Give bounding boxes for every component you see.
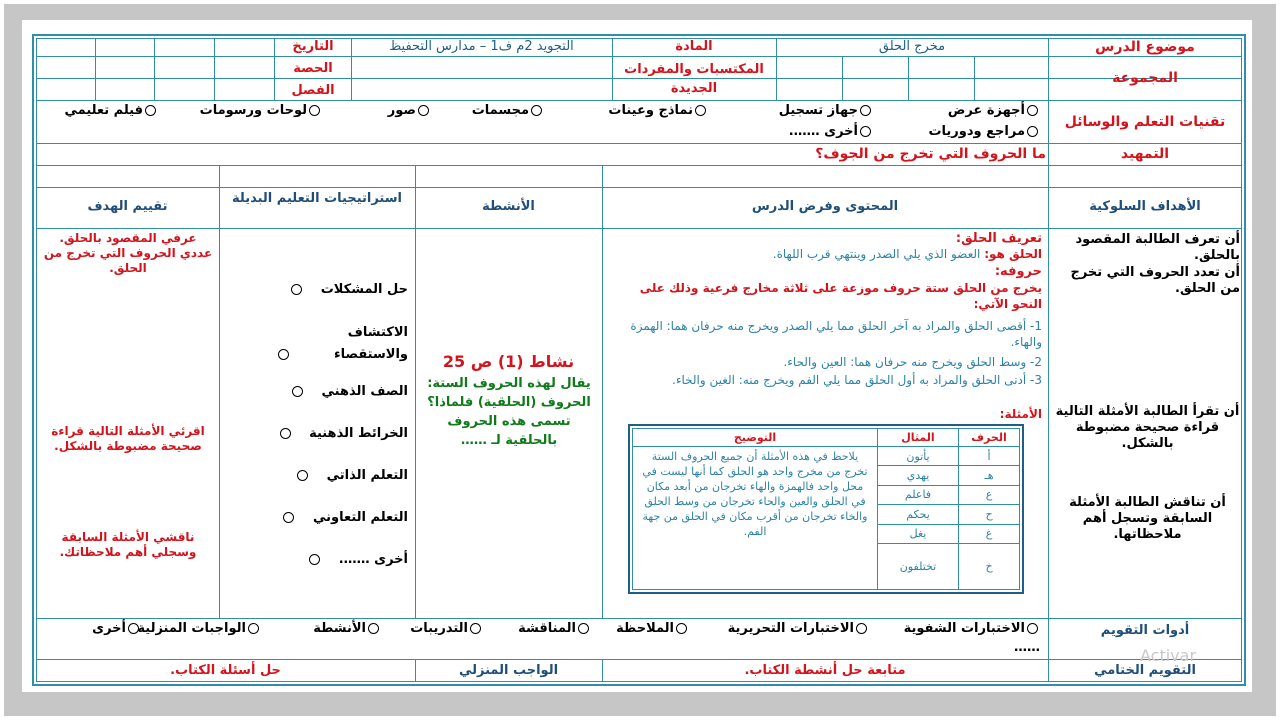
closing-label: التقويم الختامي bbox=[1094, 663, 1196, 678]
radio-icon bbox=[368, 623, 379, 634]
tool-models-option[interactable]: نماذج وعينات bbox=[608, 103, 708, 119]
radio-icon bbox=[676, 623, 687, 634]
table-cell-letter: ح bbox=[959, 505, 1020, 524]
group-label: المجموعة bbox=[1112, 70, 1178, 86]
objective-3: أن تقرأ الطالبة الأمثلة التالية قراءة صحيحة مضبوطة بالشكل. bbox=[1055, 404, 1240, 451]
evaluation-2: عددي الحروف التي تخرج من الحلق. bbox=[43, 246, 213, 275]
assess-exercises-option[interactable]: التدريبات bbox=[410, 621, 483, 637]
assess-observation-option[interactable]: الملاحظة bbox=[616, 621, 689, 637]
radio-icon bbox=[860, 126, 871, 137]
tool-references-option[interactable]: مراجع ودوريات bbox=[928, 124, 1040, 140]
strategy-cooperative[interactable]: التعلم التعاوني bbox=[230, 510, 408, 526]
examples-title: الأمثلة: bbox=[999, 407, 1042, 421]
radio-icon bbox=[292, 386, 303, 397]
radio-icon bbox=[128, 623, 139, 634]
tool-recorder-option[interactable]: جهاز تسجيل bbox=[779, 103, 873, 119]
evaluation-4: ناقشي الأمثلة السابقة وسجلي أهم ملاحظاتك. bbox=[59, 530, 197, 559]
evaluation-1: عرفي المقصود بالحلق. bbox=[59, 231, 197, 245]
homework-label: الواجب المنزلي bbox=[458, 663, 559, 678]
tool-3d-models-option[interactable]: مجسمات bbox=[472, 103, 544, 119]
tool-pictures-option[interactable]: صور bbox=[388, 103, 431, 119]
table-cell-letter: أ bbox=[959, 447, 1020, 466]
strategy-discovery[interactable]: الاكتشاف والاستقصاء bbox=[230, 322, 408, 366]
intro-label: التمهيد bbox=[1120, 146, 1170, 162]
table-cell-example: فاعلم bbox=[878, 485, 959, 504]
definition-line bbox=[773, 246, 1042, 262]
radio-icon bbox=[418, 105, 429, 116]
activity-text: يقال لهذه الحروف الستة: الحروف (الحلقية) فلماذا؟ تسمى هذه الحروف بالحلقية لـ …… bbox=[427, 376, 591, 448]
assessment-more: …… bbox=[1014, 640, 1040, 655]
examples-table-frame bbox=[628, 424, 1024, 594]
radio-icon bbox=[856, 623, 867, 634]
radio-icon bbox=[248, 623, 259, 634]
radio-icon bbox=[145, 105, 156, 116]
tool-film-option[interactable]: فيلم تعليمي bbox=[64, 103, 158, 119]
assess-activities-option[interactable]: الأنشطة bbox=[313, 621, 381, 637]
tool-other-option[interactable]: أخرى ……. bbox=[789, 124, 873, 140]
objective-4: أن تناقش الطالبة الأمثلة السابقة وتسجل أهم ملاحظاتها. bbox=[1069, 495, 1226, 542]
content-point-3: 3- أدنى الحلق والمراد به أول الحلق مما يلي الفم ويخرج منه: الغين والخاء. bbox=[672, 373, 1042, 387]
table-cell-example: يغل bbox=[878, 524, 959, 543]
radio-icon bbox=[1027, 105, 1038, 116]
content-header: المحتوى وفرض الدرس bbox=[751, 199, 899, 214]
watermark-text: Activar bbox=[1140, 646, 1197, 665]
date-label: التاريخ bbox=[292, 39, 334, 54]
period-label: الحصة bbox=[293, 61, 333, 76]
radio-icon bbox=[309, 105, 320, 116]
closing-text: متابعة حل أنشطة الكتاب. bbox=[744, 663, 906, 678]
vocab-label: المكتسبات والمفردات الجديدة bbox=[624, 62, 764, 96]
radio-icon bbox=[531, 105, 542, 116]
tool-projector-option[interactable]: أجهزة عرض bbox=[948, 103, 1040, 119]
radio-icon bbox=[1027, 623, 1038, 634]
intro-text: ما الحروف التي تخرج من الجوف؟ bbox=[815, 146, 1046, 162]
class-label: الفصل bbox=[291, 83, 335, 98]
activities-header: الأنشطة bbox=[482, 199, 535, 214]
radio-icon bbox=[278, 349, 289, 360]
objective-1: أن تعرف الطالبة المقصود بالحلق. bbox=[1075, 232, 1240, 263]
table-cell-letter: خ bbox=[959, 544, 1020, 590]
table-cell-letter: هـ bbox=[959, 466, 1020, 485]
subject-value: التجويد 2م ف1 – مدارس التحفيظ bbox=[389, 39, 574, 54]
definition-title: تعريف الحلق: bbox=[955, 231, 1042, 246]
radio-icon bbox=[280, 428, 291, 439]
table-header-example: المثال bbox=[878, 429, 959, 447]
topic-label: موضوع الدرس bbox=[1095, 39, 1195, 55]
table-cell-example: يأتون bbox=[878, 447, 959, 466]
definition-text: العضو الذي يلي الصدر وينتهي قرب اللهاة. bbox=[772, 247, 981, 261]
table-header-explanation: التوضيح bbox=[633, 429, 878, 447]
evaluation-header: تقييم الهدف bbox=[87, 199, 168, 214]
strategy-mind-maps[interactable]: الخرائط الذهنية bbox=[230, 426, 408, 442]
subject-label: المادة bbox=[675, 39, 713, 54]
strategy-brainstorm[interactable]: الصف الذهني bbox=[230, 384, 408, 400]
topic-value: مخرج الحلق bbox=[878, 39, 946, 54]
letters-text: يخرج من الحلق ستة حروف موزعة على ثلاثة مخارج فرعية وذلك على النحو الآتي: bbox=[639, 281, 1042, 311]
table-cell-example: يهدي bbox=[878, 466, 959, 485]
strategy-problem-solving[interactable]: حل المشكلات bbox=[230, 282, 408, 298]
radio-icon bbox=[470, 623, 481, 634]
content-point-2: 2- وسط الحلق ويخرج منه حرفان هما: العين والحاء. bbox=[783, 355, 1042, 369]
strategy-other[interactable]: أخرى ……. bbox=[230, 552, 408, 568]
assess-other-option[interactable]: أخرى bbox=[92, 621, 141, 637]
radio-icon bbox=[309, 554, 320, 565]
table-cell-letter: ع bbox=[959, 485, 1020, 504]
table-cell-example: تختلفون bbox=[878, 544, 959, 590]
radio-icon bbox=[283, 512, 294, 523]
homework-text: حل أسئلة الكتاب. bbox=[170, 663, 281, 678]
assess-discussion-option[interactable]: المناقشة bbox=[518, 621, 591, 637]
activity-title: نشاط (1) ص 25 bbox=[442, 352, 575, 371]
definition-bold: الحلق هو: bbox=[984, 247, 1042, 261]
letters-title: حروفه: bbox=[994, 264, 1042, 279]
table-explanation: يلاحظ في هذه الأمثلة أن جميع الحروف الستة تخرج من مخرج واحد هو الحلق كما أنها ليست في محل واحد فالهمزة والهاء تخرجان من أبعد مكان في الحلق والعين والحاء تخرجان من وسط الحلق والخاء تخرجان من أقرب مكان في الحلق من جهة الفم. bbox=[633, 447, 878, 590]
radio-icon bbox=[860, 105, 871, 116]
radio-icon bbox=[578, 623, 589, 634]
assess-written-option[interactable]: الاختبارات التحريرية bbox=[728, 621, 869, 637]
radio-icon bbox=[297, 470, 308, 481]
tools-label: تقنيات التعلم والوسائل bbox=[1064, 114, 1226, 130]
objectives-header: الأهداف السلوكية bbox=[1089, 199, 1201, 214]
content-point-1: 1- أقصى الحلق والمراد به آخر الحلق مما يلي الصدر ويخرج منه حرفان هما: الهمزة والهاء. bbox=[630, 319, 1042, 349]
table-cell-example: يحكم bbox=[878, 505, 959, 524]
objective-2: أن تعدد الحروف التي تخرج من الحلق. bbox=[1070, 265, 1240, 296]
strategies-header: استراتيجيات التعليم البديلة bbox=[232, 191, 402, 206]
table-cell-letter: غ bbox=[959, 524, 1020, 543]
radio-icon bbox=[1027, 126, 1038, 137]
table-header-letter: الحرف bbox=[959, 429, 1020, 447]
strategy-self-learning[interactable]: التعلم الذاتي bbox=[230, 468, 408, 484]
examples-table bbox=[632, 428, 1020, 590]
evaluation-3: اقرئي الأمثلة التالية قراءة صحيحة مضبوطة بالشكل. bbox=[51, 424, 205, 453]
radio-icon bbox=[695, 105, 706, 116]
tool-boards-option[interactable]: لوحات ورسومات bbox=[200, 103, 322, 119]
assessment-tools-label: أدوات التقويم bbox=[1100, 623, 1190, 638]
assess-oral-option[interactable]: الاختبارات الشفوية bbox=[904, 621, 1040, 637]
radio-icon bbox=[291, 284, 302, 295]
assess-homework-option[interactable]: الواجبات المنزلية bbox=[137, 621, 261, 637]
